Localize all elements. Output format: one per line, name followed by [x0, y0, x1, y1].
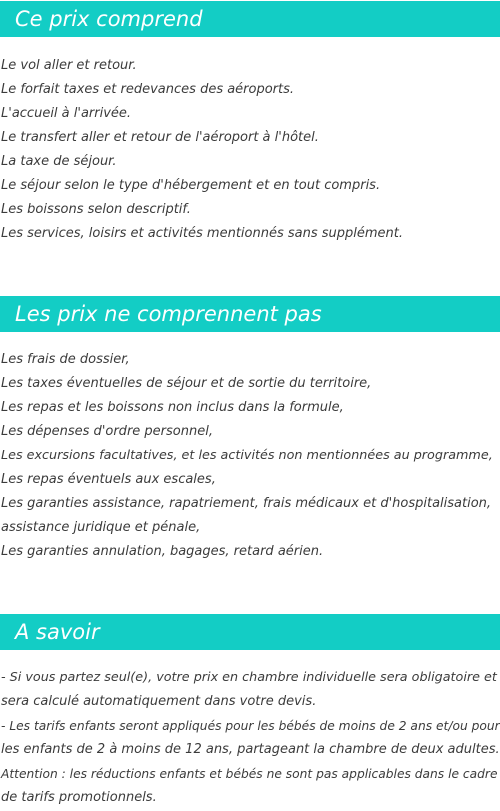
section-price-excludes — [0, 296, 500, 564]
section-title-price-excludes: Les prix ne comprennent pas — [0, 296, 500, 332]
list-item: Le séjour selon le type d'hébergement et en tout compris. — [1, 178, 381, 193]
list-item: Les dépenses d'ordre personnel, — [1, 424, 213, 439]
section-price-includes — [0, 1, 500, 246]
list-item: Les garanties annulation, bagages, retard aérien. — [1, 544, 324, 559]
list-item: Attention : les réductions enfants et bébés ne sont pas applicables dans le cadre — [1, 767, 498, 781]
list-item: - Les tarifs enfants seront appliqués pour les bébés de moins de 2 ans et/ou pour — [1, 719, 500, 733]
list-item: Le vol aller et retour. — [1, 58, 137, 73]
list-item: sera calculé automatiquement dans votre devis. — [1, 694, 317, 709]
list-item: Les excursions facultatives, et les activités non mentionnées au programme, — [1, 448, 493, 463]
list-item: les enfants de 2 à moins de 12 ans, partageant la chambre de deux adultes. — [1, 742, 500, 757]
list-item: Les repas et les boissons non inclus dans la formule, — [1, 400, 344, 415]
price-excludes-list — [0, 348, 500, 564]
list-item: Les taxes éventuelles de séjour et de sortie du territoire, — [1, 376, 372, 391]
list-item: L'accueil à l'arrivée. — [1, 106, 132, 121]
list-item: Les boissons selon descriptif. — [1, 202, 191, 217]
list-item: La taxe de séjour. — [1, 154, 117, 169]
section-good-to-know — [0, 614, 500, 810]
list-item: Les services, loisirs et activités mentionnés sans supplément. — [1, 226, 404, 241]
good-to-know-list — [0, 666, 500, 810]
section-title-price-includes: Ce prix comprend — [0, 1, 500, 37]
section-title-good-to-know: A savoir — [0, 614, 500, 650]
list-item: Les garanties assistance, rapatriement, frais médicaux et d'hospitalisation, — [1, 496, 492, 511]
list-item: Les repas éventuels aux escales, — [1, 472, 216, 487]
list-item: Les frais de dossier, — [1, 352, 130, 367]
list-item: Le forfait taxes et redevances des aéroports. — [1, 82, 295, 97]
list-item: de tarifs promotionnels. — [1, 790, 157, 805]
list-item: - Si vous partez seul(e), votre prix en chambre individuelle sera obligatoire et — [1, 670, 497, 685]
list-item: Le transfert aller et retour de l'aéroport à l'hôtel. — [1, 130, 319, 145]
price-includes-list — [0, 54, 500, 246]
list-item: assistance juridique et pénale, — [1, 520, 201, 535]
